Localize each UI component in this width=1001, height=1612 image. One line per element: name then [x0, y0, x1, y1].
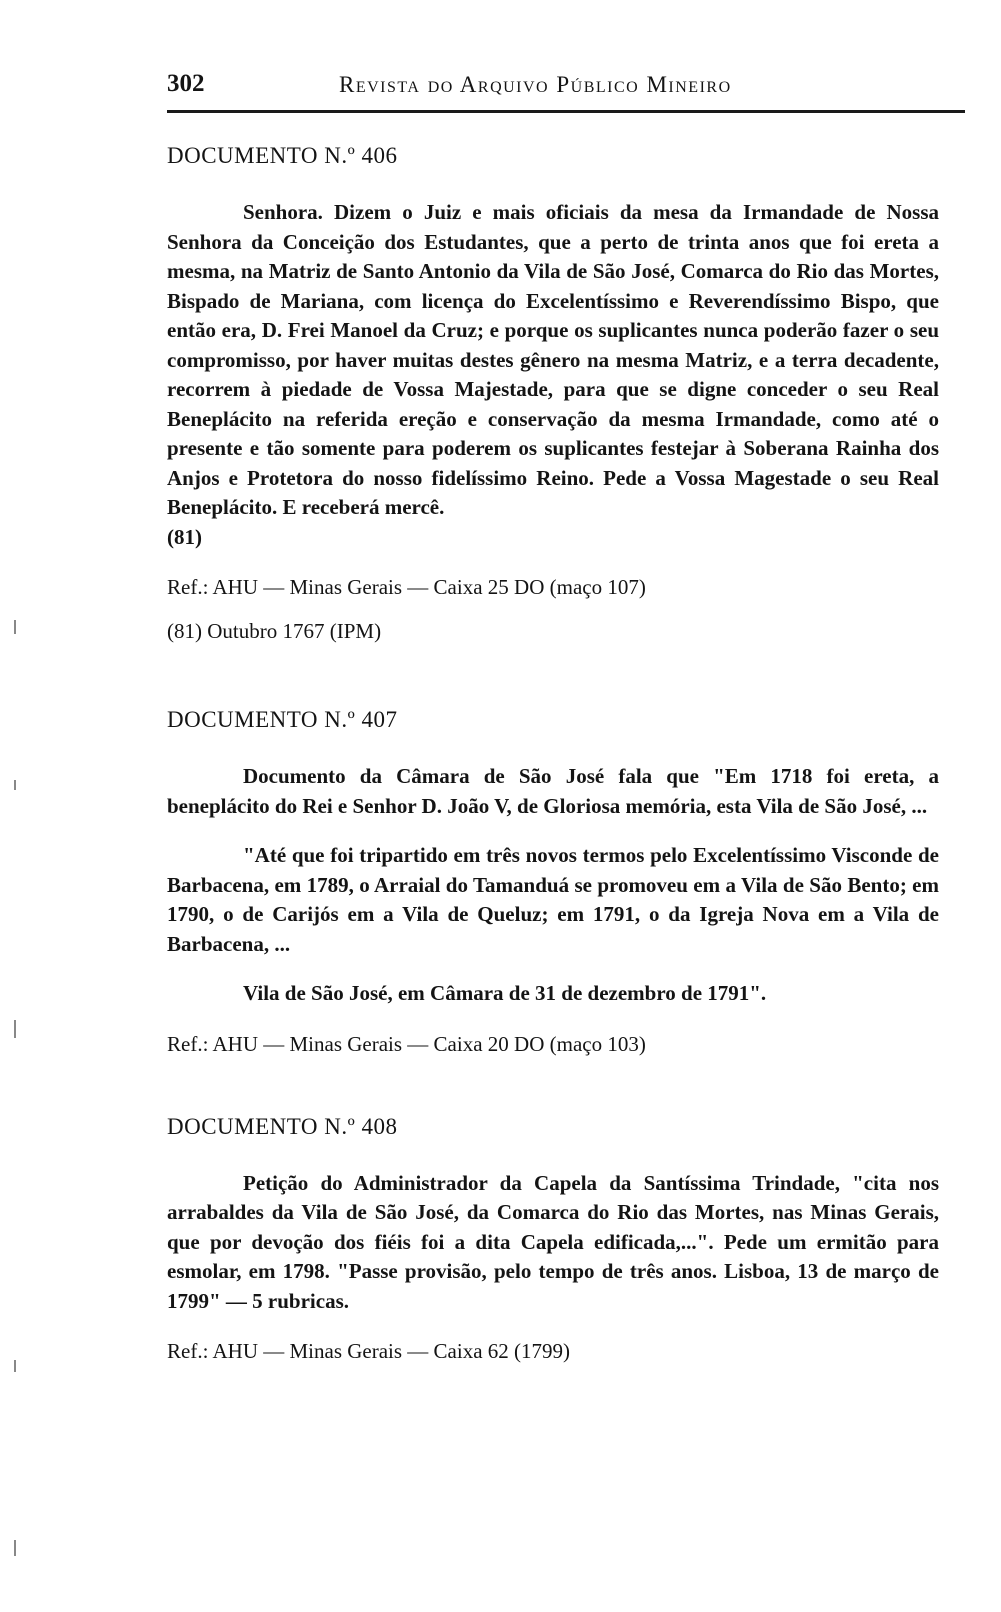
scan-speck: [14, 1360, 16, 1372]
running-head: Revista do Arquivo Público Mineiro: [339, 72, 732, 97]
document-title: DOCUMENTO N.º 407: [167, 707, 398, 732]
scan-margin-marks: [14, 600, 18, 1600]
page-header: [167, 70, 957, 104]
document-407: [167, 704, 939, 1059]
scan-speck: [14, 620, 16, 634]
document-408: [167, 1111, 939, 1367]
header-divider: [167, 110, 965, 113]
page-body: [167, 140, 939, 1416]
document-paragraph: Vila de São José, em Câmara de 31 de dezembro de 1791".: [243, 981, 767, 1005]
scan-speck: [14, 1540, 16, 1556]
page-number: 302: [167, 70, 205, 97]
document-paragraph: "Até que foi tripartido em três novos termos pelo Excelentíssimo Visconde de Barbacena, em 1789, o Arraial do Tamanduá se promoveu em a Vila de São Bento; em 1790, o de Carijós em a Vila de Queluz; em 1791, o da Igreja Nova em a Vila de Barbacena, ...: [167, 843, 939, 956]
footnote-text: (81) Outubro 1767 (IPM): [167, 619, 382, 643]
archive-reference: Ref.: AHU — Minas Gerais — Caixa 25 DO (maço 107): [167, 575, 646, 599]
document-paragraph: Senhora. Dizem o Juiz e mais oficiais da mesa da Irmandade de Nossa Senhora da Conceição dos Estudantes, que a perto de trinta anos que foi ereta a mesma, na Matriz de Santo Antonio da Vila de São José, Comarca do Rio das Mortes, Bispado de Mariana, com licença do Excelentíssimo e Reverendíssimo Bispo, que então era, D. Frei Manoel da Cruz; e porque os suplicantes nunca poderão fazer o seu compromisso, por haver muitas destes gênero na mesma Matriz, e a terra decadente, recorrem à piedade de Vossa Majestade, para que se digne conceder o seu Real Beneplácito na referida ereção e conservação da mesma Irmandade, como até o presente e tão somente para poderem os suplicantes festejar à Soberana Rainha dos Anjos e Protetora do nosso fidelíssimo Reino. Pede a Vossa Magestade o seu Real Beneplácito. E receberá mercê.: [167, 200, 939, 519]
scan-speck: [14, 1020, 16, 1038]
document-paragraph: Petição do Administrador da Capela da Santíssima Trindade, "cita nos arrabaldes da Vila de São José, da Comarca do Rio das Mortes, nas Minas Gerais, que por devoção dos fiéis foi a dita Capela edificada,...". Pede um ermitão para esmolar, em 1798. "Passe provisão, pelo tempo de três anos. Lisboa, 13 de março de 1799" — 5 rubricas.: [167, 1170, 939, 1313]
document-406: [167, 140, 939, 646]
document-title: DOCUMENTO N.º 408: [167, 1113, 398, 1139]
document-paragraph: Documento da Câmara de São José fala que "Em 1718 foi ereta, a beneplácito do Rei e Senhor D. João V, de Gloriosa memória, esta Vila de São José, ...: [167, 764, 939, 818]
archive-reference: Ref.: AHU — Minas Gerais — Caixa 62 (1799): [167, 1339, 571, 1363]
footnote-marker: (81): [167, 524, 202, 549]
scan-speck: [14, 780, 16, 790]
document-title: DOCUMENTO N.º 406: [167, 143, 398, 168]
archive-reference: Ref.: AHU — Minas Gerais — Caixa 20 DO (maço 103): [167, 1031, 646, 1056]
